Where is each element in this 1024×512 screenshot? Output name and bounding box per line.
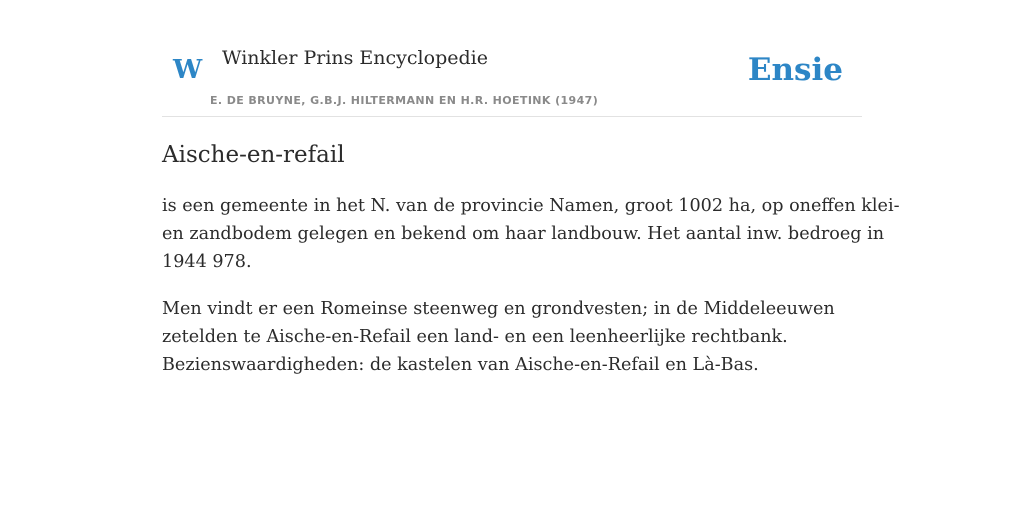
source-authors: E. DE BRUYNE, G.B.J. HILTERMANN EN H.R. HOETINK (1947) <box>210 94 599 107</box>
paragraph-line: zetelden te Aische-en-Refail een land- en een leenheerlijke rechtbank. <box>162 327 788 347</box>
entry-body <box>162 192 900 398</box>
entry-paragraph <box>162 192 900 276</box>
page-container <box>162 0 900 375</box>
source-title[interactable]: Winkler Prins Encyclopedie <box>222 47 488 69</box>
paragraph-line: 1944 978. <box>162 252 252 272</box>
paragraph-line: en zandbodem gelegen en bekend om haar landbouw. Het aantal inw. bedroeg in <box>162 224 885 244</box>
paragraph-line: is een gemeente in het N. van de provincie Namen, groot 1002 ha, op oneffen klei- <box>162 196 900 216</box>
source-logo: W <box>173 55 203 85</box>
paragraph-line: Men vindt er een Romeinse steenweg en grondvesten; in de Middeleeuwen <box>162 299 835 319</box>
entry-paragraph <box>162 295 862 379</box>
ensie-logo-link[interactable]: Ensie <box>747 52 843 88</box>
entry-title: Aische-en-refail <box>162 142 345 168</box>
paragraph-line: Bezienswaardigheden: de kastelen van Aische-en-Refail en Là-Bas. <box>162 355 759 375</box>
source-header <box>162 0 862 117</box>
